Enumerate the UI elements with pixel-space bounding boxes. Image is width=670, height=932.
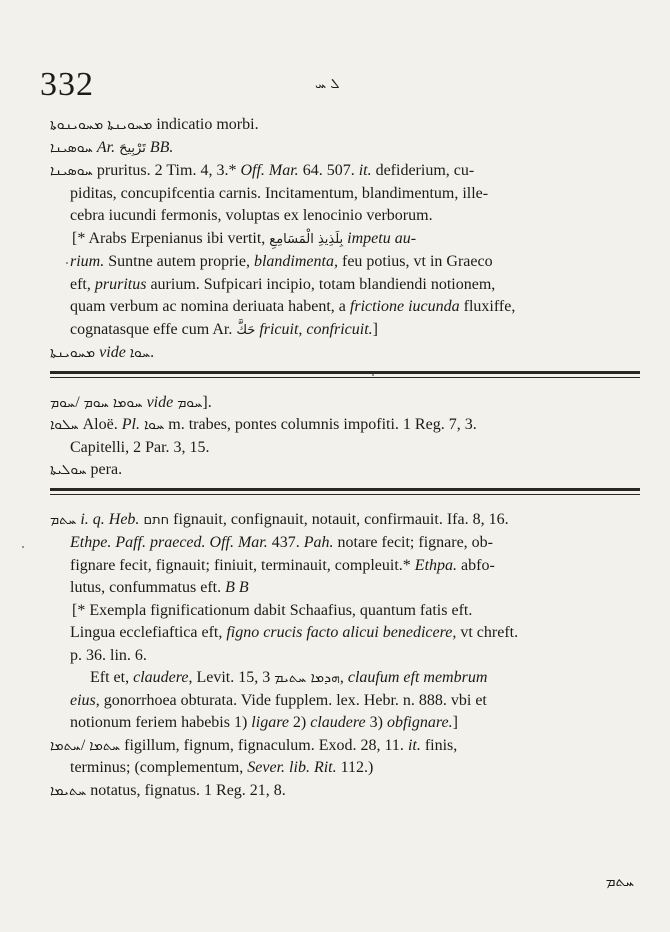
italic-text: fricuit, confricuit. <box>259 320 373 338</box>
entry-text: 64. 507. <box>298 162 359 179</box>
section-rule <box>50 494 640 495</box>
entry-line <box>50 319 640 343</box>
entry-line <box>50 274 640 297</box>
entry-line <box>50 509 640 533</box>
entry-text: indicatio morbi. <box>152 116 259 133</box>
arabic-word: حَكَّ <box>236 322 256 338</box>
syriac-headword: ܚܘܣܝܢܐ <box>50 139 93 156</box>
entry-text: Eft et, <box>90 669 134 686</box>
entry-text: piditas, concupifcentia carnis. Incitamentum, blandimentum, ille- <box>70 184 489 202</box>
syriac-headword: ܚܬܡܐ <box>50 737 81 754</box>
dictionary-entries <box>50 114 640 802</box>
entry-line <box>50 780 640 803</box>
entry-text: cognatasque effe cum Ar. <box>70 320 237 338</box>
entry-text: notionum feriem habebis 1) <box>70 714 252 731</box>
entry-text: notare fecit; fignare, ob- <box>333 534 494 551</box>
italic-text: Pah. <box>303 534 334 551</box>
entry-text: Capitelli, 2 Par. 3, 15. <box>70 438 210 456</box>
section-rule <box>50 371 640 374</box>
italic-text: figno crucis facto alicui benedicere, <box>226 624 457 641</box>
entry-text: Suntne autem proprie, <box>104 253 254 270</box>
entry-text: quam verbum ac nomina deriuata habent, a <box>70 298 350 315</box>
syriac-headword: ܡܚܘܝܢܬܐ <box>50 345 96 361</box>
entry-text: Aloë. <box>78 416 122 433</box>
italic-text: ligare <box>251 714 289 731</box>
italic-text: Sever. lib. Rit. <box>247 759 337 776</box>
entry-line <box>50 414 640 437</box>
syriac-headword: ܚܬܡ <box>50 511 77 528</box>
entry-text: fignare fecit, fignauit; finiuit, terminauit, compleuit.* <box>70 556 415 574</box>
entry-text: Lingua ecclefiaftica eft, <box>70 624 227 641</box>
italic-text: Pl. <box>121 416 140 433</box>
entry-text: , gonorrhoea obturata. Vide fupplem. lex. Hebr. n. 888. vbi et <box>95 691 487 709</box>
entry-text: 2) <box>288 714 311 731</box>
italic-text: frictione iucunda <box>349 298 460 315</box>
entry-line <box>50 555 640 578</box>
entry-text: finis, <box>420 736 458 754</box>
hebrew-word: חתם <box>143 512 170 528</box>
entry-line <box>50 645 640 668</box>
syriac-headword: ܚܘܐ <box>129 345 151 361</box>
entry-text: terminus; (complementum, <box>70 759 248 776</box>
syriac-headword: ܗܕܡܐ ܚܬܝܡ <box>274 670 340 686</box>
entry-text: lutus, confummatus eft. <box>70 579 226 596</box>
syriac-headword: ܚܘܡܐ <box>112 394 143 411</box>
entry-text: vt chreft. <box>456 624 519 641</box>
entry-text: cebra iucundi fermonis, voluptas ex lenocinio verborum. <box>70 207 433 224</box>
section-rule <box>50 377 640 378</box>
entry-line <box>50 600 640 623</box>
syriac-headword: ܚܘܡ <box>83 394 109 411</box>
entry-text: aurium. Sufpicari incipio, totam blandiendi notionem, <box>146 275 496 293</box>
entry-text: feu potius, vt in Graeco <box>337 253 493 270</box>
italic-text: claudere <box>133 669 189 686</box>
entry-text: ] <box>452 714 458 731</box>
entry-line <box>50 735 640 758</box>
entry-line <box>50 459 640 482</box>
italic-text: impetu au- <box>347 229 417 247</box>
entry-text: notatus, fignatus. 1 Reg. 21, 8. <box>86 781 286 799</box>
entry-text: [* Exempla fignificationum dabit Schaafius, quantum fatis eft. <box>72 601 473 619</box>
arabic-word: بِلَذِيذِ الْمَسَامِعِ <box>269 231 344 247</box>
italic-text: blandimenta, <box>253 253 338 270</box>
entry-text: m. trabes, pontes columnis impofiti. 1 Reg. 7, 3. <box>164 416 477 433</box>
entry-text: abfo- <box>457 556 495 574</box>
entry-text: ]. <box>202 393 212 411</box>
syriac-headword: ܚܬܡܐ <box>89 737 121 754</box>
entry-line <box>50 183 640 206</box>
italic-text: claufum eft membrum <box>347 669 488 686</box>
entry-text: , <box>339 669 348 686</box>
entry-text: defiderium, cu- <box>371 162 475 179</box>
syriac-headword: ܚܬܝܡܐ <box>50 782 87 799</box>
syriac-headword: ܚܠܘܐ <box>50 417 79 433</box>
entry-text: figillum, fignum, fignaculum. Exod. 28, 11. <box>120 736 408 754</box>
italic-text: B B <box>225 579 249 596</box>
entry-line <box>50 160 640 183</box>
entry-line <box>50 622 640 645</box>
entry-text: eft, <box>70 275 95 293</box>
entry-line <box>50 577 640 600</box>
paper-speck <box>66 262 68 264</box>
entry-text: / <box>75 393 84 411</box>
syriac-headword: ܡܚܘܝܢܬܐ <box>107 117 153 133</box>
italic-text: vide <box>99 344 126 361</box>
italic-text: i. q. Heb. <box>80 510 140 528</box>
italic-text: BB. <box>149 138 174 156</box>
running-head: ܠ ܚ <box>315 76 340 92</box>
entry-text: [* Arabs Erpenianus ibi vertit, <box>72 229 270 247</box>
entry-text: 437. <box>267 534 304 551</box>
entry-text: 3) <box>365 714 387 731</box>
entry-line <box>50 712 640 735</box>
syriac-headword: ܚܘܣܝܢܐ <box>50 163 93 179</box>
italic-text: it. <box>358 162 372 179</box>
entry-text: / <box>80 736 90 754</box>
entry-line <box>50 392 640 415</box>
italic-text: it. <box>407 736 421 754</box>
entry-text: pruritus. 2 Tim. 4, 3.* <box>92 162 241 179</box>
entry-line <box>50 757 640 780</box>
arabic-word: تَرْبِيحَ <box>119 140 146 156</box>
syriac-headword: ܡܚܘܝܢܘܬܐ <box>50 117 104 133</box>
italic-text: Ethpe. Paff. praeced. Off. Mar. <box>70 534 268 551</box>
italic-text: pruritus <box>94 275 147 293</box>
entry-line <box>50 437 640 460</box>
syriac-headword: ܚܘܐ <box>143 417 165 433</box>
entry-line <box>50 667 640 690</box>
entry-text: . <box>150 344 155 361</box>
italic-text: rium. <box>70 253 105 270</box>
entry-text: fluxiffe, <box>459 298 516 315</box>
entry-line <box>50 228 640 252</box>
entry-text: p. 36. lin. 6. <box>70 646 147 664</box>
entry-line <box>50 137 640 161</box>
entry-line <box>50 690 640 713</box>
italic-text: Ethpa. <box>414 556 458 574</box>
italic-text: eius <box>70 691 96 709</box>
entry-text: fignauit, confignauit, notauit, confirmauit. Ifa. 8, 16. <box>169 510 509 528</box>
entry-line <box>50 532 640 555</box>
syriac-headword: ܚܘܠܝܬܐ <box>50 462 87 478</box>
entry-line <box>50 114 640 137</box>
italic-text: claudere <box>310 714 366 731</box>
catchword: ܚܬܡ <box>605 872 634 890</box>
entry-text: ] <box>372 320 378 338</box>
paper-speck <box>22 546 24 548</box>
italic-text: vide <box>146 393 174 411</box>
syriac-headword: ܚܘܡ <box>50 394 76 411</box>
syriac-headword: ܚܘܡ <box>177 394 203 411</box>
entry-line <box>50 205 640 228</box>
entry-line <box>50 296 640 319</box>
entry-line <box>50 251 640 274</box>
entry-text: pera. <box>86 461 123 478</box>
entry-line <box>50 342 640 365</box>
page-number: 332 <box>40 66 94 103</box>
section-rule <box>50 488 640 491</box>
italic-text: Ar. <box>96 138 116 156</box>
italic-text: obfignare. <box>386 714 453 731</box>
entry-text: 112.) <box>336 759 374 776</box>
paper-speck <box>372 374 374 376</box>
italic-text: Off. Mar. <box>240 162 299 179</box>
entry-text: , Levit. 15, 3 <box>188 669 275 686</box>
